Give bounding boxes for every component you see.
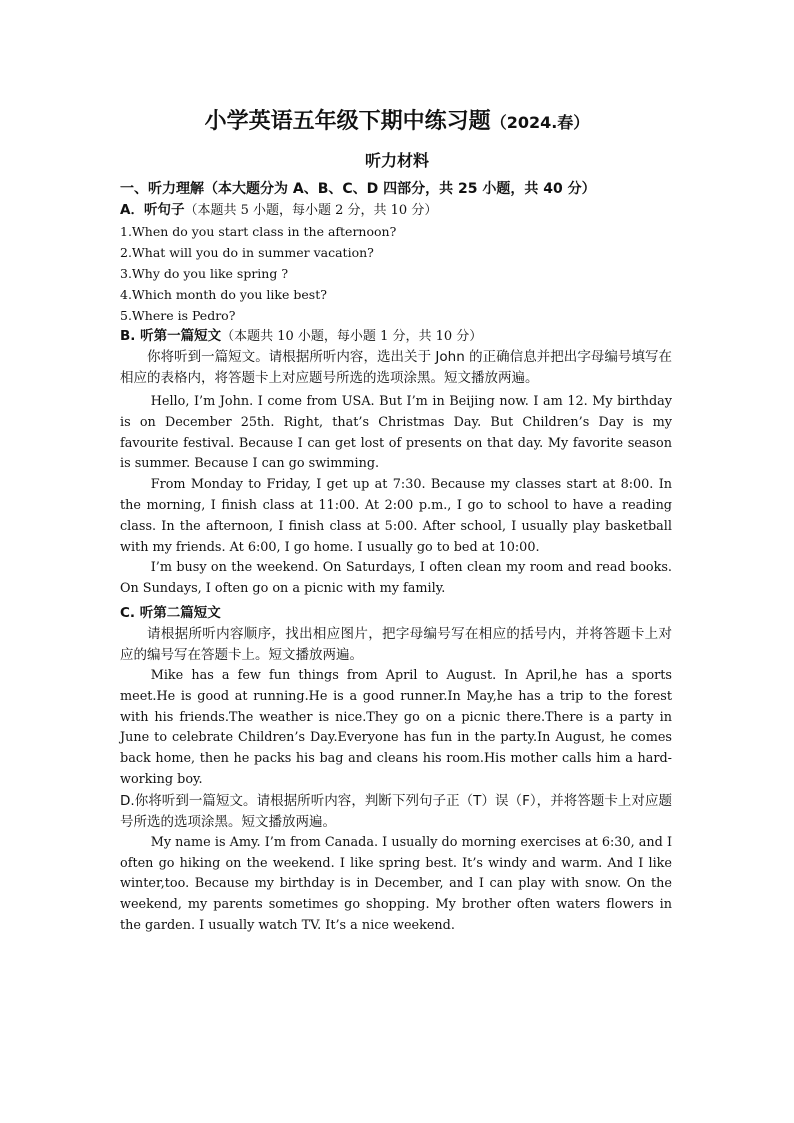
sentence-item: 2.What will you do in summer vacation? xyxy=(120,245,374,260)
passage-paragraph: Hello, I’m John. I come from USA. But I’m in Beijing now. I am 12. My birthday is on December 25th. Right, that’s Christmas Day. But Children’s Day is my favourite festival. Because I can get lost of presents on that day. My favorite season is summer. Because I can go swimming. xyxy=(120,394,672,472)
sentence-item: 5.Where is Pedro? xyxy=(120,308,236,323)
page-title xyxy=(0,104,794,135)
section-b-heading xyxy=(120,326,672,347)
sentence-item: 1.When do you start class in the afternoon? xyxy=(120,224,397,239)
page-subtitle: 听力材料 xyxy=(364,151,429,170)
section-a-title: A．听句子 xyxy=(120,202,185,218)
passage-paragraph: From Monday to Friday, I get up at 7:30. Because my classes start at 8:00. In the morning, I finish class at 11:00. At 2:00 p.m., I go to school to have a reading class. In the afternoon, I finish class at 5:00. After school, I usually play basketball with my friends. At 6:00, I go home. I usually go to bed at 10:00. xyxy=(120,477,672,555)
title-main: 小学英语五年级下期中练习题 xyxy=(204,109,491,134)
section-c-heading: C. 听第二篇短文 xyxy=(120,604,221,621)
section-b-instruction: 你将听到一篇短文。请根据所听内容，选出关于 John 的正确信息并把出字母编号填写在相应的表格内，将答题卡上对应题号所选的选项涂黑。短文播放两遍。 xyxy=(120,349,672,386)
exam-content xyxy=(120,178,672,937)
section-a-note: （本题共 5 小题，每小题 2 分，共 10 分） xyxy=(184,203,438,218)
section-a-heading xyxy=(120,200,672,221)
sentence-item: 3.Why do you like spring ? xyxy=(120,266,289,281)
passage-paragraph: I’m busy on the weekend. On Saturdays, I often clean my room and read books. On Sundays, I often go on a picnic with my family. xyxy=(120,560,672,597)
section-d-instruction: D.你将听到一篇短文。请根据所听内容，判断下列句子正（T）误（F），并将答题卡上对应题号所选的选项涂黑。短文播放两遍。 xyxy=(120,792,672,830)
sentence-item: 4.Which month do you like best? xyxy=(120,287,327,302)
section-b-title: B. 听第一篇短文 xyxy=(120,328,222,344)
part1-heading: 一、听力理解（本大题分为 A、B、C、D 四部分，共 25 小题，共 40 分） xyxy=(120,181,596,197)
section-c-instruction: 请根据所听内容顺序，找出相应图片，把字母编号写在相应的括号内，并将答题卡上对应的编号写在答题卡上。短文播放两遍。 xyxy=(120,625,672,663)
title-year: （2024.春） xyxy=(490,113,590,132)
passage-paragraph: My name is Amy. I’m from Canada. I usually do morning exercises at 6:30, and I often go hiking on the weekend. I like spring best. It’s windy and warm. And I like winter,too. Because my birthday is in December, and I can play with snow. On the weekend, my parents sometimes go shopping. My brother often waters flowers in the garden. I usually watch TV. It’s a nice weekend. xyxy=(120,834,672,933)
passage-paragraph: Mike has a few fun things from April to August. In April,he has a sports meet.He is good at running.He is a good runner.In May,he has a trip to the forest with his friends.The weather is nice.They go on a picnic there.There is a party in June to celebrate Children’s Day.Everyone has fun in the party.In August, he comes back home, then he packs his bag and cleans his room.His mother calls him a hard-working boy. xyxy=(120,667,672,787)
section-b-note: （本题共 10 小题，每小题 1 分，共 10 分） xyxy=(221,329,483,344)
